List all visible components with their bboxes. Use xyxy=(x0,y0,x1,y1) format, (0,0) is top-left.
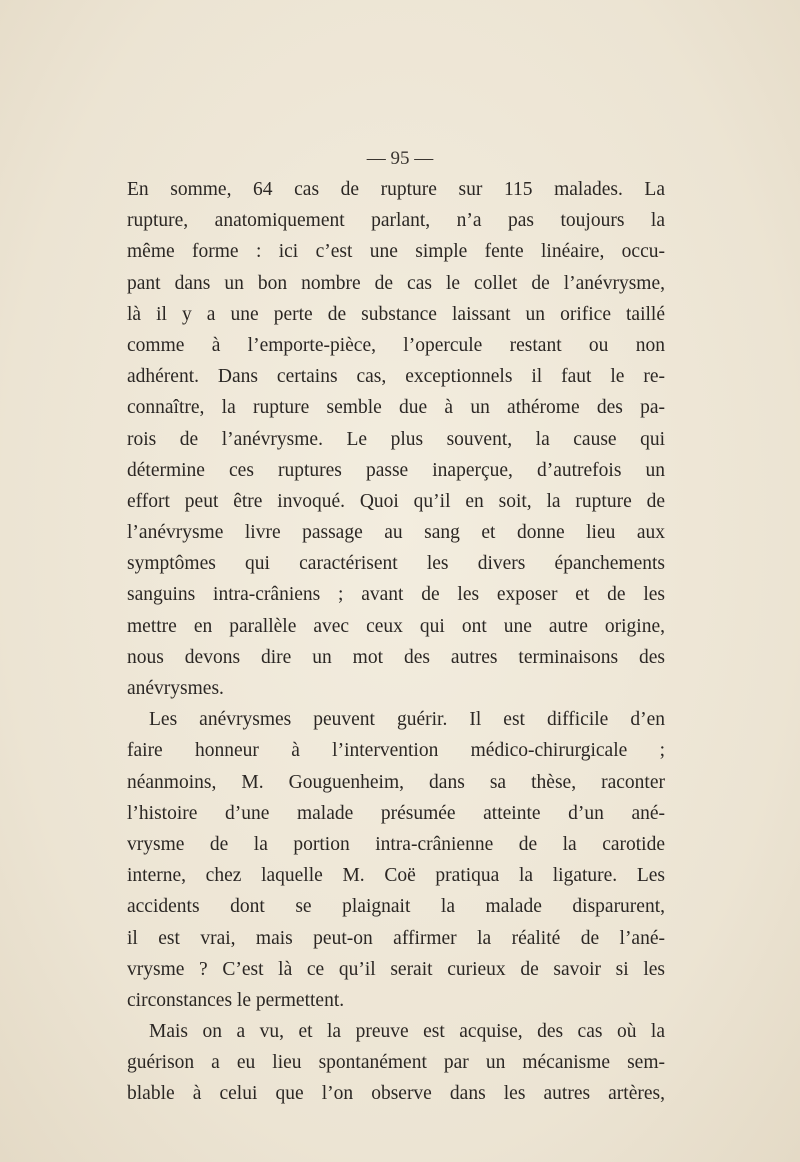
text-line: Les anévrysmes peuvent guérir. Il est difficile d’en xyxy=(149,709,665,731)
text-line: détermine ces ruptures passe inaperçue, d’autrefois un xyxy=(127,459,665,481)
text-line: symptômes qui caractérisent les divers épanchements xyxy=(127,553,665,575)
text-line: là il y a une perte de substance laissant un orifice taillé xyxy=(127,303,665,325)
text-line: interne, chez laquelle M. Coë pratiqua la ligature. Les xyxy=(127,865,665,887)
text-line: comme à l’emporte-pièce, l’opercule restant ou non xyxy=(127,334,665,356)
text-line: rupture, anatomiquement parlant, n’a pas toujours la xyxy=(127,210,665,232)
text-line: guérison a eu lieu spontanément par un mécanisme sem- xyxy=(127,1052,665,1074)
text-line: rois de l’anévrysme. Le plus souvent, la cause qui xyxy=(127,428,665,450)
text-line: En somme, 64 cas de rupture sur 115 malades. La xyxy=(127,179,665,200)
text-line: sanguins intra-crâniens ; avant de les exposer et de les xyxy=(127,584,665,606)
page-number: — 95 — xyxy=(366,148,434,169)
text-line: nous devons dire un mot des autres terminaisons des xyxy=(127,646,665,668)
text-line: adhérent. Dans certains cas, exceptionnels il faut le re- xyxy=(127,366,665,388)
text-line: Mais on a vu, et la preuve est acquise, des cas où la xyxy=(149,1021,665,1043)
text-line: circonstances le permettent. xyxy=(127,989,345,1011)
text-line: l’histoire d’une malade présumée atteinte d’un ané- xyxy=(127,802,665,824)
body-text xyxy=(127,174,665,1110)
text-line: vrysme ? C’est là ce qu’il serait curieux de savoir si les xyxy=(127,958,665,980)
text-line: l’anévrysme livre passage au sang et donne lieu aux xyxy=(127,522,665,544)
text-line: mettre en parallèle avec ceux qui ont une autre origine, xyxy=(127,615,665,637)
text-line: vrysme de la portion intra-crânienne de la carotide xyxy=(127,833,665,855)
text-line: même forme : ici c’est une simple fente linéaire, occu- xyxy=(127,241,665,263)
text-line: pant dans un bon nombre de cas le collet de l’anévrysme, xyxy=(127,272,665,294)
text-line: néanmoins, M. Gouguenheim, dans sa thèse, raconter xyxy=(127,771,665,793)
text-line: connaître, la rupture semble due à un athérome des pa- xyxy=(127,397,665,419)
text-line: effort peut être invoqué. Quoi qu’il en soit, la rupture de xyxy=(127,490,665,512)
text-line: anévrysmes. xyxy=(127,678,224,699)
text-line: blable à celui que l’on observe dans les autres artères, xyxy=(127,1083,665,1105)
text-line: faire honneur à l’intervention médico-chirurgicale ; xyxy=(127,740,665,762)
text-line: il est vrai, mais peut-on affirmer la réalité de l’ané- xyxy=(127,927,665,949)
text-line: accidents dont se plaignait la malade disparurent, xyxy=(127,896,665,918)
